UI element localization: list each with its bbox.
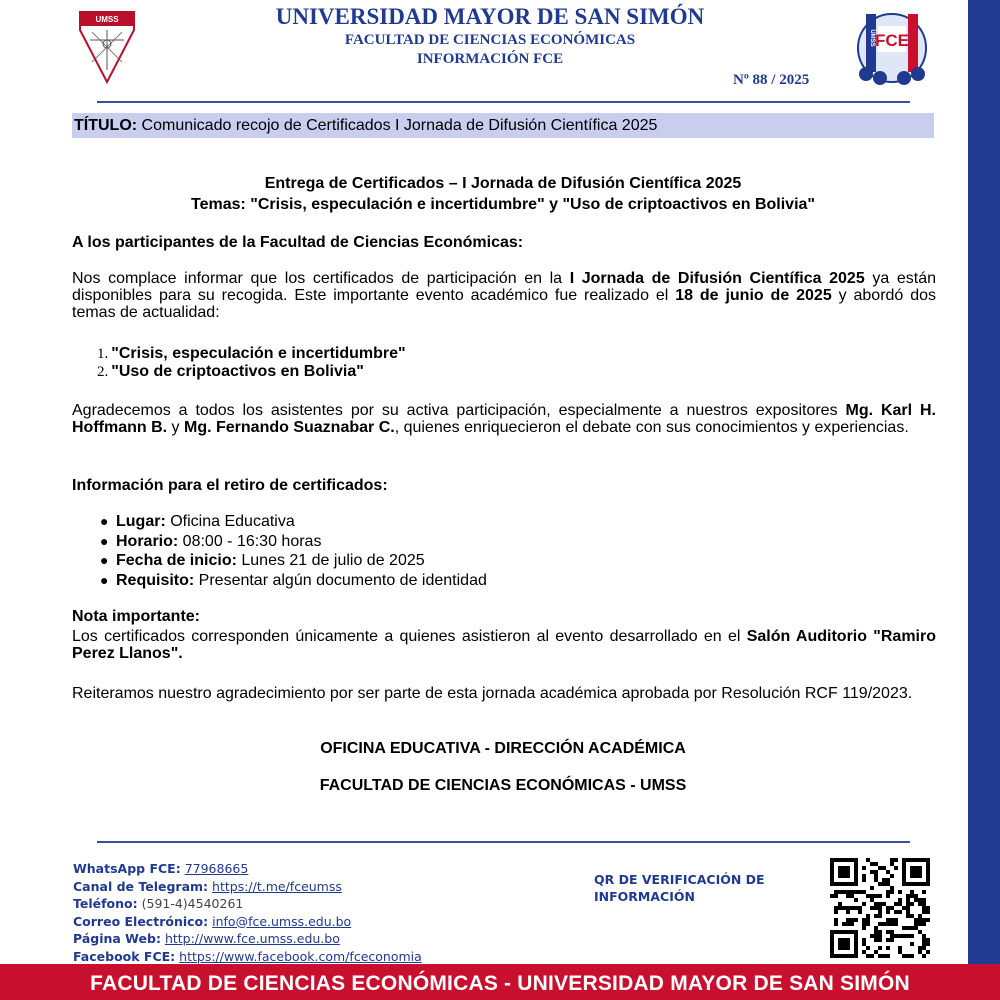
para1-text-c: ya están disponibles para su recogida. Este importante evento académico fue realizado el — [72, 270, 937, 304]
header-divider — [97, 101, 910, 103]
contact-label: Canal de Telegram: — [73, 878, 209, 894]
paragraph-intro — [72, 270, 936, 321]
info-label: INFORMACIÓN FCE — [416, 51, 564, 67]
fce-logo — [852, 8, 932, 86]
paragraph-thanks — [72, 402, 936, 436]
para1-event-date: 18 de junio de 2025 — [675, 287, 832, 304]
contact-email — [73, 913, 422, 931]
topic-text: "Crisis, especulación e incertidumbre" — [111, 345, 406, 362]
contact-website — [73, 930, 422, 948]
qr-label: QR DE VERIFICACIÓN DE INFORMACIÓN — [594, 872, 765, 904]
note-paragraph — [72, 628, 936, 662]
info-value: Presentar algún documento de identidad — [194, 571, 487, 589]
right-side-bar — [968, 0, 1000, 1000]
facebook-link[interactable]: https://www.facebook.com/fceconomia — [179, 948, 422, 964]
info-label: Requisito: — [116, 571, 195, 589]
phone-value: (591-4)4540261 — [141, 896, 244, 911]
title-bar — [72, 113, 934, 138]
umss-logo-text: UMSS — [95, 15, 119, 24]
contact-label: WhatsApp FCE: — [73, 861, 181, 876]
note-text-a: Los certificados corresponden únicamente a quienes asistieron al evento desarrollado en el — [72, 628, 747, 645]
bullet-icon: ● — [100, 571, 109, 588]
whatsapp-link[interactable]: 77968665 — [184, 861, 249, 876]
info-label: Horario: — [116, 532, 179, 550]
fce-logo-small-text: UMSS — [869, 29, 875, 47]
fce-logo-text: FCE — [875, 31, 909, 50]
contact-list — [73, 860, 422, 965]
info-label: Fecha de inicio: — [116, 552, 237, 569]
info-list — [100, 512, 487, 590]
bulletin-number: Nº 88 / 2025 — [733, 72, 810, 88]
topic-number: 1. — [97, 346, 109, 362]
contact-label: Facebook FCE: — [73, 948, 176, 964]
list-item — [100, 512, 487, 532]
topic-number: 2. — [97, 364, 109, 380]
bullet-icon: ● — [100, 532, 109, 549]
telegram-link[interactable]: https://t.me/fceumss — [212, 878, 342, 894]
contact-phone — [73, 895, 422, 913]
title-text: Comunicado recojo de Certificados I Jornada de Difusión Científica 2025 — [141, 117, 658, 134]
topics-list — [97, 345, 406, 381]
faculty-name: FACULTAD DE CIENCIAS ECONÓMICAS — [344, 32, 636, 48]
list-item — [97, 345, 406, 363]
contact-whatsapp — [73, 860, 422, 878]
note-heading — [72, 608, 936, 625]
heading-entrega: Entrega de Certificados – I Jornada de Difusión Científica 2025 — [264, 175, 742, 192]
contact-label: Correo Electrónico: — [73, 913, 209, 929]
contact-label: Página Web: — [73, 931, 161, 946]
university-name: UNIVERSIDAD MAYOR DE SAN SIMÓN — [275, 4, 705, 29]
email-link[interactable]: info@fce.umss.edu.bo — [212, 913, 352, 929]
topic-text: "Uso de criptoactivos en Bolivia" — [111, 363, 364, 380]
para2-text-c: y — [167, 419, 184, 436]
list-item — [97, 363, 406, 381]
contact-facebook — [73, 948, 422, 966]
note-heading-text: Nota importante: — [72, 608, 200, 625]
info-label: Lugar: — [116, 513, 166, 530]
contact-label: Teléfono: — [73, 896, 138, 911]
info-heading — [72, 477, 936, 494]
info-value: 08:00 - 16:30 horas — [178, 532, 322, 550]
para1-text-a: Nos complace informar que los certificados de participación en la — [72, 270, 570, 287]
info-value: Lunes 21 de julio de 2025 — [236, 552, 425, 569]
contact-telegram — [73, 878, 422, 896]
signature-office: OFICINA EDUCATIVA - DIRECCIÓN ACADÉMICA — [320, 740, 686, 757]
note-venue: Salón Auditorio "Ramiro Perez Llanos". — [72, 628, 936, 662]
signature-faculty: FACULTAD DE CIENCIAS ECONÓMICAS - UMSS — [319, 777, 687, 794]
closing-paragraph: Reiteramos nuestro agradecimiento por ser parte de esta jornada académica aprobada por Resolución RCF 119/2023. — [72, 685, 913, 702]
para1-text-e: y abordó dos temas de actualidad: — [72, 287, 937, 321]
umss-shield-logo — [78, 10, 136, 84]
title-label: TÍTULO: — [74, 117, 138, 134]
list-item — [100, 532, 487, 552]
bullet-icon: ● — [100, 552, 109, 568]
list-item — [100, 571, 487, 591]
salutation — [72, 234, 936, 251]
para2-text-e: , quienes enriquecieron el debate con sus conocimientos y experiencias. — [394, 419, 909, 436]
qr-code-icon[interactable] — [830, 857, 930, 959]
info-value: Oficina Educativa — [165, 513, 295, 530]
para2-text-a: Agradecemos a todos los asistentes por su activa participación, especialmente a nuestros expositores — [72, 402, 846, 419]
salutation-text: A los participantes de la Facultad de Ciencias Económicas: — [72, 234, 524, 251]
para1-event-name: I Jornada de Difusión Científica 2025 — [569, 270, 865, 287]
heading-temas: Temas: "Crisis, especulación e incertidumbre" y "Uso de criptoactivos en Bolivia" — [190, 196, 816, 213]
footer-divider — [97, 841, 910, 843]
speaker-1: Mg. Karl H. Hoffmann B. — [72, 402, 937, 436]
footer-band: FACULTAD DE CIENCIAS ECONÓMICAS - UNIVERSIDAD MAYOR DE SAN SIMÓN — [0, 964, 1000, 1000]
speaker-2: Mg. Fernando Suaznabar C. — [184, 419, 395, 436]
info-heading-text: Información para el retiro de certificados: — [72, 477, 388, 494]
bullet-icon: ● — [100, 513, 109, 529]
website-link[interactable]: http://www.fce.umss.edu.bo — [164, 931, 340, 946]
list-item — [100, 551, 487, 571]
